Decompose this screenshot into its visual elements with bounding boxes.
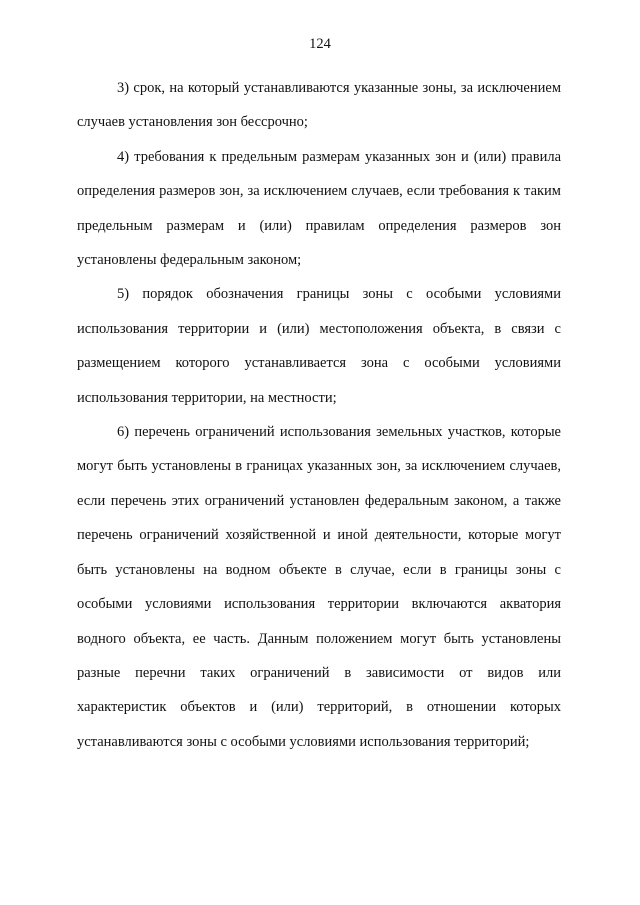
clause-5 xyxy=(77,277,561,415)
document-body xyxy=(77,71,561,759)
clause-6 xyxy=(77,415,561,759)
clause-text: порядок обозначения границы зоны с особыми условиями использования территории и (или) местоположения объекта, в связи с размещением которого устанавливается зона с особыми условиями использования территории, на местности; xyxy=(77,286,561,406)
page-number: 124 xyxy=(309,36,331,52)
clause-3 xyxy=(77,71,561,140)
clause-marker: 6) xyxy=(117,424,130,441)
clause-marker: 3) xyxy=(117,80,130,96)
clause-marker: 4) xyxy=(117,148,130,165)
clause-text: требования к предельным размерам указанных зон и (или) правила определения размеров зон, за исключением случаев, если требования к таким предельным размерам и (или) правилам определения размеров зон установлены федеральным законом; xyxy=(77,148,562,269)
clause-marker: 5) xyxy=(117,286,130,303)
clause-4 xyxy=(77,140,561,278)
clause-text: перечень ограничений использования земельных участков, которые могут быть установлены в границах указанных зон, за исключением случаев, если перечень этих ограничений установлен федеральным законом, а также перечень ограничений хозяйственной и иной деятельности, которые могут быть установлены на водном объекте в случае, если в границы зоны с особыми условиями использования территории включаются акватория водного объекта, ее часть. Данным положением могут быть установлены разные перечни таких ограничений в зависимости от видов или характеристик объектов и (или) территорий, в отношении которых устанавливаются зоны с особыми условиями использования территорий; xyxy=(77,424,561,750)
clause-text: срок, на который устанавливаются указанные зоны, за исключением случаев установления зон бессрочно; xyxy=(77,80,561,131)
